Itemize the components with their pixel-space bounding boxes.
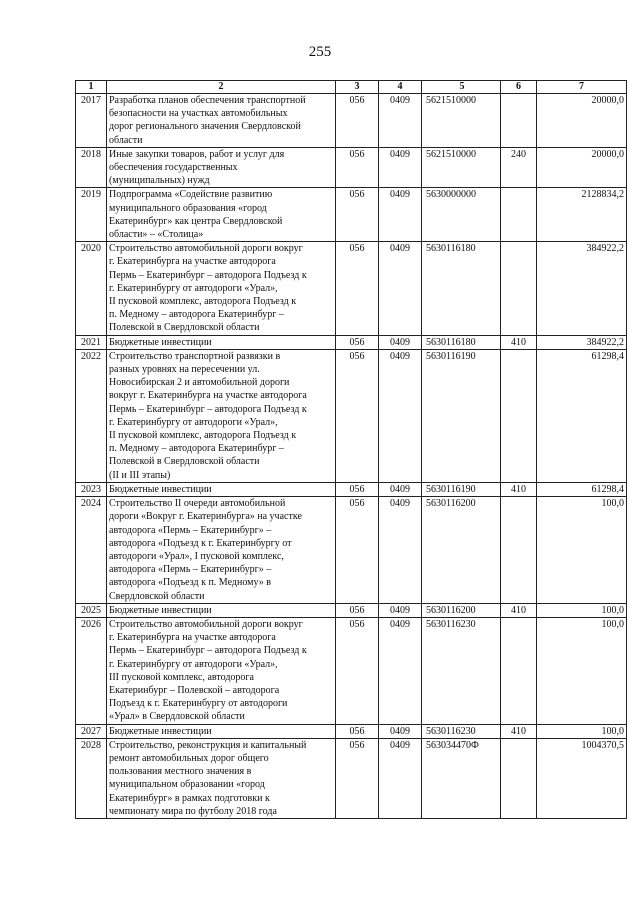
- row-admin-code: 056: [336, 335, 379, 349]
- column-header-7: 7: [537, 81, 627, 94]
- row-name: Строительство II очереди автомобильной дороги «Вокруг г. Екатеринбурга» на участке автодорога «Пермь – Екатеринбург» – автодорога «Подъезд к г. Екатеринбургу от автодороги «Урал», I пусковой комплекс, автодорога «Пермь – Екатеринбург» – автодорога «Подъезд к п. Медному» в Свердловской области: [107, 497, 336, 604]
- row-amount: 100,0: [537, 603, 627, 617]
- row-section-code: 0409: [379, 349, 422, 482]
- row-target-code: 5630116180: [422, 242, 501, 335]
- row-amount: 100,0: [537, 617, 627, 724]
- row-number: 2026: [76, 617, 107, 724]
- row-section-code: 0409: [379, 242, 422, 335]
- row-target-code: 5621510000: [422, 94, 501, 148]
- row-name: Строительство автомобильной дороги вокруг г. Екатеринбурга на участке автодорога Пермь – Екатеринбург – автодорога Подъезд к г. Екатеринбургу от автодороги «Урал», III пусковой комплекс, автодорога Екатеринбург – Полевской – автодорога Подъезд к г. Екатеринбургу от автодороги «Урал» в Свердловской области: [107, 617, 336, 724]
- row-section-code: 0409: [379, 188, 422, 242]
- row-expense-type: [501, 242, 537, 335]
- row-number: 2024: [76, 497, 107, 604]
- row-admin-code: 056: [336, 94, 379, 148]
- row-number: 2028: [76, 738, 107, 818]
- row-admin-code: 056: [336, 188, 379, 242]
- table-row: [76, 738, 627, 818]
- row-expense-type: 410: [501, 603, 537, 617]
- row-section-code: 0409: [379, 94, 422, 148]
- row-amount: 2128834,2: [537, 188, 627, 242]
- column-header-6: 6: [501, 81, 537, 94]
- row-target-code: 5630116200: [422, 497, 501, 604]
- table-row: [76, 147, 627, 188]
- row-expense-type: 240: [501, 147, 537, 188]
- table-row: [76, 242, 627, 335]
- row-number: 2025: [76, 603, 107, 617]
- row-name: Бюджетные инвестиции: [107, 335, 336, 349]
- page-number: 255: [308, 44, 332, 60]
- row-number: 2023: [76, 482, 107, 496]
- row-name: Разработка планов обеспечения транспортной безопасности на участках автомобильных дорог регионального значения Свердловской области: [107, 94, 336, 148]
- row-section-code: 0409: [379, 482, 422, 496]
- row-section-code: 0409: [379, 603, 422, 617]
- row-name: Подпрограмма «Содействие развитию муниципального образования «город Екатеринбург» как центра Свердловской области» – «Столица»: [107, 188, 336, 242]
- row-section-code: 0409: [379, 497, 422, 604]
- row-amount: 1004370,5: [537, 738, 627, 818]
- budget-table: [75, 80, 627, 819]
- row-admin-code: 056: [336, 242, 379, 335]
- row-expense-type: [501, 738, 537, 818]
- row-amount: 384922,2: [537, 242, 627, 335]
- row-amount: 20000,0: [537, 147, 627, 188]
- row-number: 2022: [76, 349, 107, 482]
- row-admin-code: 056: [336, 617, 379, 724]
- row-target-code: 5621510000: [422, 147, 501, 188]
- row-section-code: 0409: [379, 724, 422, 738]
- row-target-code: 563034470Ф: [422, 738, 501, 818]
- table-body: [76, 94, 627, 819]
- row-section-code: 0409: [379, 147, 422, 188]
- row-number: 2021: [76, 335, 107, 349]
- row-target-code: 5630000000: [422, 188, 501, 242]
- table-row: [76, 349, 627, 482]
- row-expense-type: [501, 349, 537, 482]
- row-admin-code: 056: [336, 724, 379, 738]
- row-target-code: 5630116190: [422, 482, 501, 496]
- row-admin-code: 056: [336, 147, 379, 188]
- row-expense-type: 410: [501, 482, 537, 496]
- row-expense-type: [501, 94, 537, 148]
- row-section-code: 0409: [379, 738, 422, 818]
- table-row: [76, 188, 627, 242]
- row-section-code: 0409: [379, 335, 422, 349]
- column-header-5: 5: [422, 81, 501, 94]
- row-admin-code: 056: [336, 497, 379, 604]
- row-amount: 100,0: [537, 724, 627, 738]
- table-row: [76, 724, 627, 738]
- row-name: Строительство транспортной развязки в разных уровнях на пересечении ул. Новосибирская 2 и автомобильной дороги вокруг г. Екатеринбурга на участке автодорога Пермь – Екатеринбург – автодорога Подъезд к г. Екатеринбургу от автодороги «Урал», II пусковой комплекс, автодорога Подъезд к п. Медному – автодорога Екатеринбург – Полевской в Свердловской области (II и III этапы): [107, 349, 336, 482]
- column-header-2: 2: [107, 81, 336, 94]
- row-name: Строительство автомобильной дороги вокруг г. Екатеринбурга на участке автодорога Пермь – Екатеринбург – автодорога Подъезд к г. Екатеринбургу от автодороги «Урал», II пусковой комплекс, автодорога Подъезд к п. Медному – автодорога Екатеринбург – Полевской в Свердловской области: [107, 242, 336, 335]
- table-row: [76, 617, 627, 724]
- row-amount: 61298,4: [537, 482, 627, 496]
- row-section-code: 0409: [379, 617, 422, 724]
- row-number: 2017: [76, 94, 107, 148]
- row-admin-code: 056: [336, 738, 379, 818]
- row-number: 2018: [76, 147, 107, 188]
- row-expense-type: 410: [501, 724, 537, 738]
- column-header-1: 1: [76, 81, 107, 94]
- row-admin-code: 056: [336, 482, 379, 496]
- row-target-code: 5630116230: [422, 617, 501, 724]
- row-number: 2019: [76, 188, 107, 242]
- row-expense-type: [501, 497, 537, 604]
- row-target-code: 5630116190: [422, 349, 501, 482]
- row-name: Бюджетные инвестиции: [107, 482, 336, 496]
- row-amount: 61298,4: [537, 349, 627, 482]
- row-expense-type: 410: [501, 335, 537, 349]
- table-row: [76, 94, 627, 148]
- row-admin-code: 056: [336, 603, 379, 617]
- row-admin-code: 056: [336, 349, 379, 482]
- table-row: [76, 482, 627, 496]
- table-header-row: [76, 81, 627, 94]
- row-name: Иные закупки товаров, работ и услуг для обеспечения государственных (муниципальных) нужд: [107, 147, 336, 188]
- table-row: [76, 603, 627, 617]
- row-amount: 100,0: [537, 497, 627, 604]
- row-target-code: 5630116230: [422, 724, 501, 738]
- row-amount: 20000,0: [537, 94, 627, 148]
- row-expense-type: [501, 617, 537, 724]
- row-number: 2020: [76, 242, 107, 335]
- row-target-code: 5630116180: [422, 335, 501, 349]
- row-name: Бюджетные инвестиции: [107, 724, 336, 738]
- table-row: [76, 497, 627, 604]
- row-target-code: 5630116200: [422, 603, 501, 617]
- column-header-3: 3: [336, 81, 379, 94]
- row-amount: 384922,2: [537, 335, 627, 349]
- row-name: Строительство, реконструкция и капитальный ремонт автомобильных дорог общего пользования местного значения в муниципальном образовании «город Екатеринбург» в рамках подготовки к чемпионату мира по футболу 2018 года: [107, 738, 336, 818]
- column-header-4: 4: [379, 81, 422, 94]
- row-number: 2027: [76, 724, 107, 738]
- row-name: Бюджетные инвестиции: [107, 603, 336, 617]
- table-row: [76, 335, 627, 349]
- row-expense-type: [501, 188, 537, 242]
